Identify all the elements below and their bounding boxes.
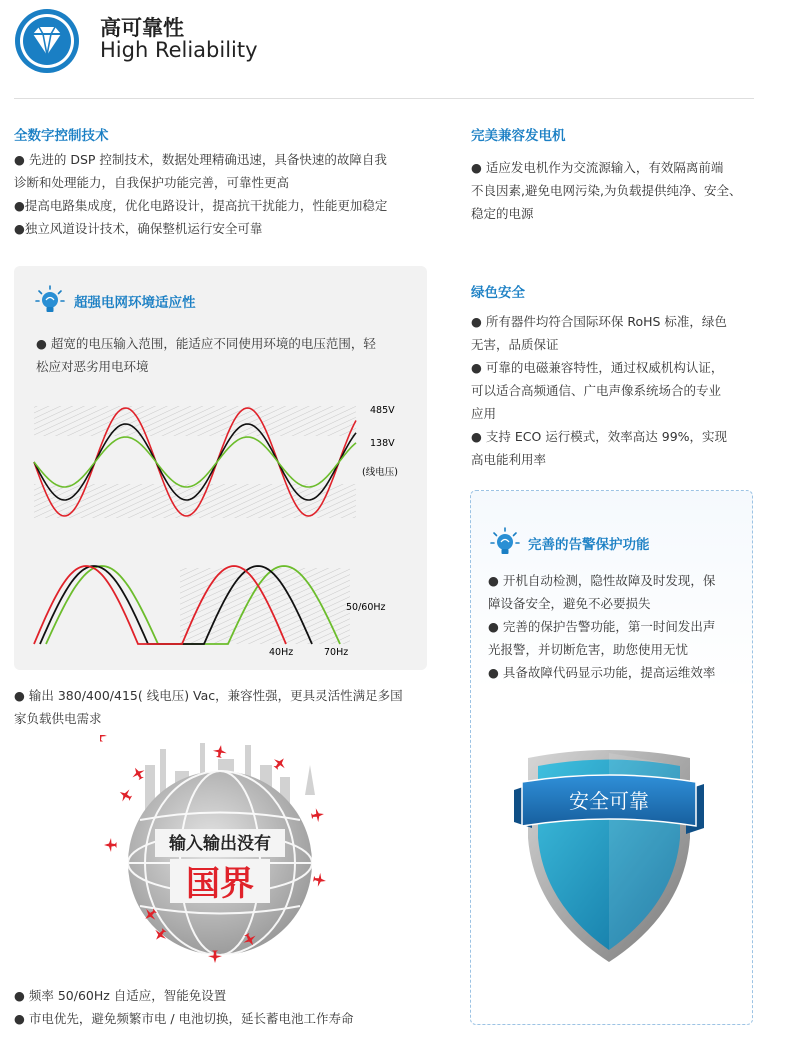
output-line: ● 输出 380/400/415( 线电压) Vac，兼容性强，更具灵活性满足多国 — [14, 688, 403, 703]
alarm-line: 障设备安全，避免不必要损失 — [488, 596, 651, 611]
shield-icon — [514, 748, 704, 970]
label-485v: 485V — [370, 405, 395, 416]
alarm-line: ● 具备故障代码显示功能，提高运维效率 — [488, 665, 716, 680]
digital-line: 诊断和处理能力，自我保护功能完善，可靠性更高 — [14, 175, 290, 190]
alarm-line: 光报警，并切断危害，助您使用无忧 — [488, 642, 689, 657]
digital-text — [14, 148, 434, 240]
label-line-voltage: (线电压) — [362, 467, 398, 478]
alarm-text — [488, 569, 750, 684]
page-title: 高可靠性 — [100, 16, 184, 40]
generator-text — [471, 156, 761, 225]
globe-caption-big: 国界 — [186, 864, 254, 904]
green-line: 无害，品质保证 — [471, 337, 559, 352]
generator-line: ● 适应发电机作为交流源输入，有效隔离前端 — [471, 160, 724, 175]
wave-138v — [34, 437, 356, 487]
shield-label: 安全可靠 — [569, 789, 649, 813]
alarm-heading: 完善的告警保护功能 — [528, 537, 650, 553]
freq-line: ● 市电优先，避免频繁市电 / 电池切换，延长蓄电池工作寿命 — [14, 1011, 354, 1026]
output-text — [14, 684, 444, 730]
generator-line: 不良因素,避免电网污染,为负载提供纯净、安全、 — [471, 183, 742, 198]
globe-caption-top: 输入输出没有 — [169, 834, 271, 854]
alarm-line: ● 开机自动检测，隐性故障及时发现，保 — [488, 573, 716, 588]
green-line: 可以适合高频通信、广电声像系统场合的专业 — [471, 383, 722, 398]
freq-line: ● 频率 50/60Hz 自适应，智能免设置 — [14, 988, 227, 1003]
alarm-line: ● 完善的保护告警功能，第一时间发出声 — [488, 619, 716, 634]
generator-heading: 完美兼容发电机 — [471, 128, 566, 144]
label-138v: 138V — [370, 438, 395, 449]
frequency-band — [180, 568, 350, 644]
lightbulb-icon — [34, 284, 66, 316]
diamond-icon — [14, 8, 80, 74]
digital-line: ● 先进的 DSP 控制技术，数据处理精确迅速，具备快速的故障自我 — [14, 152, 387, 167]
label-40hz: 40Hz — [269, 647, 294, 658]
label-50-60hz: 50/60Hz — [346, 602, 386, 613]
grid-heading: 超强电网环境适应性 — [74, 295, 196, 311]
freq-text — [14, 984, 444, 1030]
generator-line: 稳定的电源 — [471, 206, 534, 221]
digital-line: ●独立风道设计技术，确保整机运行安全可靠 — [14, 221, 263, 236]
grid-text — [36, 332, 421, 378]
green-heading: 绿色安全 — [471, 285, 525, 301]
digital-line: ●提高电路集成度，优化电路设计，提高抗干扰能力，性能更加稳定 — [14, 198, 388, 213]
output-line: 家负载供电需求 — [14, 711, 102, 726]
grid-line: 松应对恶劣用电环境 — [36, 359, 149, 374]
green-text — [471, 310, 761, 471]
green-line: ● 支持 ECO 运行模式，效率高达 99%，实现 — [471, 429, 728, 444]
green-line: ● 可靠的电磁兼容特性，通过权威机构认证， — [471, 360, 724, 375]
lightbulb-icon — [489, 526, 521, 558]
grid-line: ● 超宽的电压输入范围，能适应不同使用环境的电压范围，轻 — [36, 336, 376, 351]
header-divider — [14, 98, 754, 99]
label-70hz: 70Hz — [324, 647, 349, 658]
page-subtitle: High Reliability — [100, 38, 258, 62]
green-line: 高电能利用率 — [471, 452, 547, 467]
voltage-band-lower — [34, 484, 356, 518]
globe-illustration — [100, 735, 340, 970]
voltage-band-upper — [34, 406, 356, 436]
green-line: 应用 — [471, 406, 497, 421]
green-line: ● 所有器件均符合国际环保 RoHS 标准，绿色 — [471, 314, 727, 329]
waveform-diagram — [30, 398, 425, 658]
digital-heading: 全数字控制技术 — [14, 128, 109, 144]
